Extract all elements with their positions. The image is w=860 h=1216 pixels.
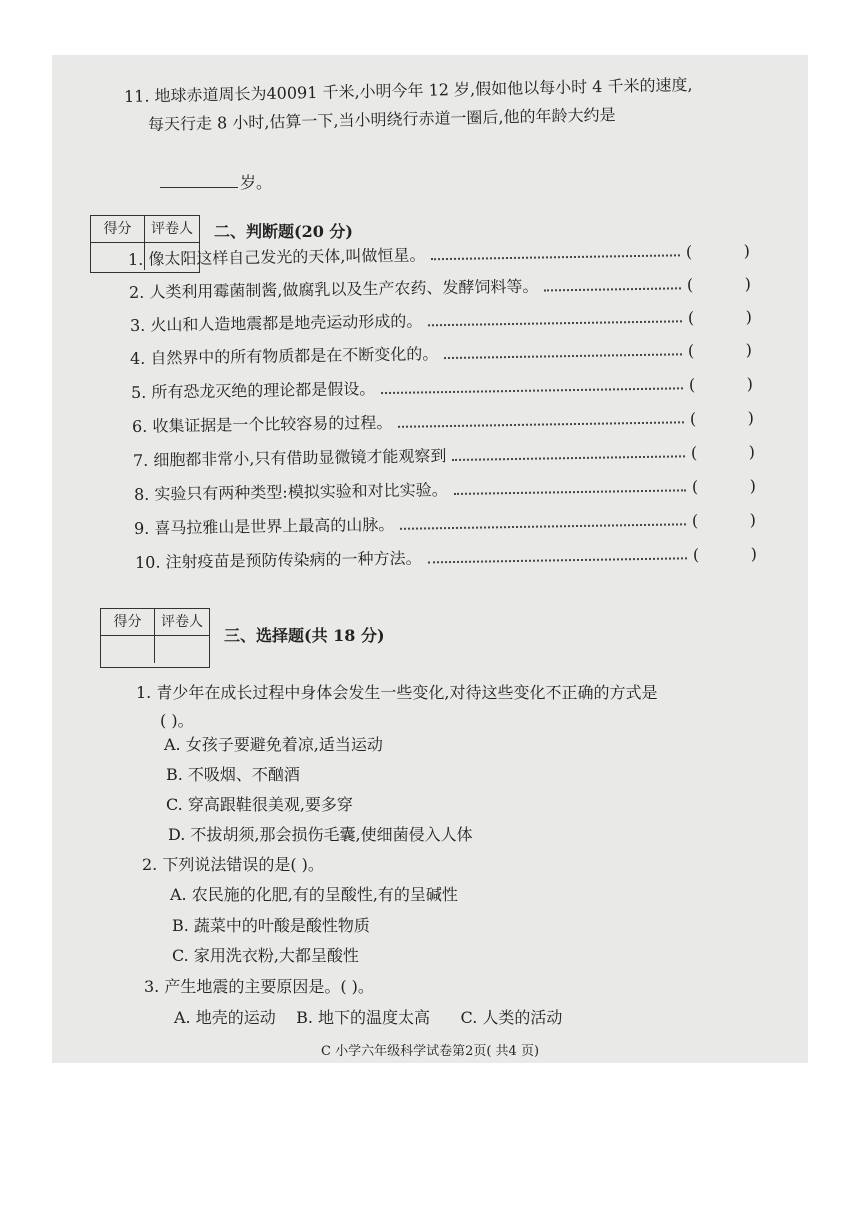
mc-q3-stem: 3. 产生地震的主要原因是。( )。 xyxy=(144,977,374,996)
judge-item xyxy=(133,439,755,471)
score-label: 得分 xyxy=(101,609,155,636)
mc-q2-option-a: A. 农民施的化肥,有的呈酸性,有的呈碱性 xyxy=(170,885,458,904)
q11-suffix: 岁。 xyxy=(240,173,273,192)
bracket-close: ) xyxy=(744,274,751,294)
dot-leader xyxy=(445,353,683,359)
q11-answer-blank xyxy=(160,173,238,188)
judge-item xyxy=(132,405,754,437)
score-box-section3 xyxy=(100,608,210,668)
section3-title: 三、选择题(共 18 分) xyxy=(224,626,385,645)
score-label: 得分 xyxy=(91,216,145,243)
dot-leader xyxy=(428,557,687,563)
judge-item-text: 5. 所有恐龙灭绝的理论都是假设。 xyxy=(131,379,376,402)
bracket-open: ( xyxy=(685,242,693,262)
judge-item-text: 1. 像太阳这样自己发光的天体,叫做恒星。 xyxy=(127,245,426,269)
dot-leader xyxy=(382,387,684,394)
mc-q1-option-d: D. 不拔胡须,那会损伤毛囊,使细菌侵入人体 xyxy=(168,825,473,844)
bracket-open: ( xyxy=(692,545,700,565)
judge-item xyxy=(128,238,750,270)
bracket-open: ( xyxy=(686,275,694,295)
bracket-open: ( xyxy=(688,375,696,395)
judge-item xyxy=(131,371,753,403)
judge-item-text: 7. 细胞都非常小,只有借助显微镜才能观察到 xyxy=(132,446,447,470)
answer-bracket xyxy=(689,374,753,394)
bracket-close: ) xyxy=(746,374,754,394)
judge-item xyxy=(130,337,752,369)
q11-line2: 每天行走 8 小时,估算一下,当小明绕行赤道一圈后,他的年龄大约是 xyxy=(147,105,616,134)
bracket-open: ( xyxy=(689,409,697,429)
dot-leader xyxy=(428,320,682,326)
judge-item xyxy=(134,507,756,539)
judge-item-text: 6. 收集证据是一个比较容易的过程。 xyxy=(131,412,393,436)
answer-bracket xyxy=(692,510,756,530)
mc-q2-stem: 2. 下列说法错误的是( )。 xyxy=(142,855,324,874)
judge-item-text: 2. 人类利用霉菌制酱,做腐乳以及生产农药、发酵饲料等。 xyxy=(128,276,539,302)
mc-q1-stem: 1. 青少年在成长过程中身体会发生一些变化,对待这些变化不正确的方式是 xyxy=(136,683,658,702)
judge-item-text: 9. 喜马拉雅山是世界上最高的山脉。 xyxy=(134,514,395,538)
mc-q3-options: A. 地壳的运动 B. 地下的温度太高 C. 人类的活动 xyxy=(174,1008,563,1027)
bracket-open: ( xyxy=(692,511,699,531)
bracket-open: ( xyxy=(688,341,695,361)
exam-sheet-photo xyxy=(52,55,808,1063)
bracket-close: ) xyxy=(745,307,752,327)
judge-item xyxy=(135,541,757,573)
answer-bracket xyxy=(690,408,754,428)
bracket-open: ( xyxy=(687,308,694,328)
answer-bracket xyxy=(693,544,757,564)
grader-cell xyxy=(155,636,209,663)
bracket-close: ) xyxy=(749,476,756,496)
dot-leader xyxy=(401,523,687,529)
mc-q1-option-a: A. 女孩子要避免着凉,适当运动 xyxy=(164,735,383,754)
judge-item xyxy=(129,304,751,336)
mc-q1-option-b: B. 不吸烟、不酗酒 xyxy=(166,765,300,784)
mc-q2-option-b: B. 蔬菜中的叶酸是酸性物质 xyxy=(172,916,370,935)
judge-item-text: 4. 自然界中的所有物质都是在不断变化的。 xyxy=(130,344,439,368)
judge-item-text: 3. 火山和人造地震都是地壳运动形成的。 xyxy=(129,311,423,335)
bracket-close: ) xyxy=(749,510,757,530)
bracket-close: ) xyxy=(745,340,753,360)
grader-label: 评卷人 xyxy=(155,609,209,636)
bracket-close: ) xyxy=(748,442,755,462)
mc-q1-option-c: C. 穿高跟鞋很美观,要多穿 xyxy=(166,795,353,814)
answer-bracket xyxy=(686,241,750,261)
judge-item-text: 8. 实验只有两种类型:模拟实验和对比实验。 xyxy=(133,480,448,504)
grader-label: 评卷人 xyxy=(145,216,199,243)
page-footer: C 小学六年级科学试卷第2页( 共4 页) xyxy=(320,1044,540,1059)
q11-line1: 11. 地球赤道周长为40091 千米,小明今年 12 岁,假如他以每小时 4 千米的速度, xyxy=(123,75,693,106)
judge-item-text: 10. 注射疫苗是预防传染病的一种方法。 xyxy=(135,548,422,572)
section2-title: 二、判断题(20 分) xyxy=(214,222,353,241)
score-cell xyxy=(101,636,155,663)
bracket-open: ( xyxy=(690,443,698,463)
mc-q2-option-c: C. 家用洗衣粉,大都呈酸性 xyxy=(172,946,359,965)
q11-answer-line xyxy=(160,173,272,193)
mc-q1-stem2: ( )。 xyxy=(160,711,194,730)
answer-bracket xyxy=(688,340,752,360)
answer-bracket xyxy=(691,476,755,496)
bracket-close: ) xyxy=(750,544,758,564)
bracket-close: ) xyxy=(747,408,755,428)
judge-item xyxy=(133,473,755,505)
dot-leader xyxy=(431,254,680,260)
bracket-open: ( xyxy=(691,477,698,497)
judge-item xyxy=(129,271,751,303)
answer-bracket xyxy=(691,442,755,462)
answer-bracket xyxy=(687,274,751,294)
dot-leader xyxy=(544,287,681,291)
dot-leader xyxy=(398,421,684,427)
dot-leader xyxy=(452,455,685,461)
bracket-close: ) xyxy=(743,241,751,261)
dot-leader xyxy=(453,489,685,495)
answer-bracket xyxy=(687,307,751,327)
